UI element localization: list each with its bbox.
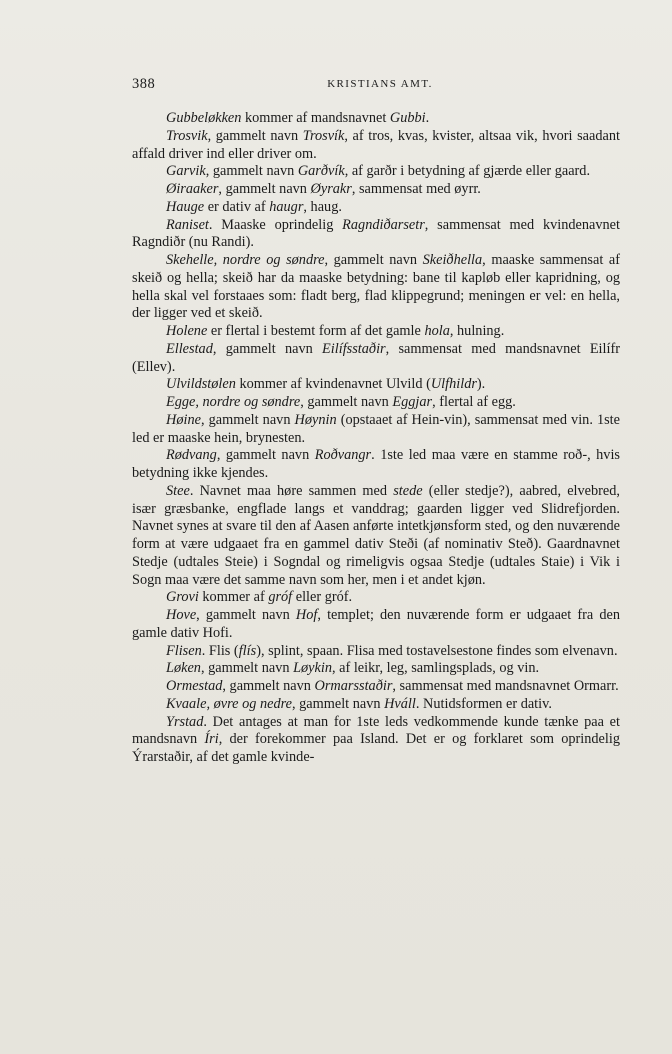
paragraph [132,696,620,714]
entry-text: . Det antages at man for 1ste leds vedkommende kunde tænke paa et mandsnavn [132,713,620,748]
paragraph [132,412,620,448]
entry-text: er flertal i bestemt form af det gamle [207,323,425,339]
entry-text-tail: , af tros, kvas, kvister, altsaa vik, hvori saadant affald driver ind eller driver om. [132,127,620,162]
place-name: Hove [166,607,197,623]
paragraph [132,678,620,696]
paragraph [132,199,620,217]
paragraph [132,643,620,661]
old-form: Øyrakr [310,181,352,197]
paragraph [132,376,620,394]
entry-text-tail: . 1ste led maa være en stamme roð-, hvis betydning ikke kjendes. [132,447,620,481]
entry-text: , gammelt navn [207,127,303,144]
paragraph [132,217,620,253]
page-header [132,76,620,96]
entry-text-tail: , sammensat med mandsnavnet Eilífr (Ellev). [132,340,620,375]
entry-text-tail: , haug. [303,198,342,215]
entry-text-tail: eller gróf. [292,589,353,606]
place-name: Kvaale, øvre og nedre [166,695,292,712]
entry-text: kommer af kvindenavnet Ulvild ( [235,376,431,393]
place-name: Høine [166,411,201,428]
entry-text: , gammelt navn [212,340,323,357]
entry-text-tail: , af leikr, leg, samlingsplads, og vin. [332,660,540,677]
paragraph [132,607,620,643]
entry-text: . Maaske oprindelig [208,216,343,233]
paragraph [132,163,620,181]
entry-text: , gammelt navn [300,394,393,410]
old-form: Roðvangr [314,447,372,464]
running-title: KRISTIANS AMT. [327,78,433,90]
old-form: Ragndiðarsetr [342,216,425,233]
entry-text: , gammelt navn [200,411,295,428]
paragraph [132,394,620,412]
place-name: Garvik [166,163,206,180]
entry-text-tail: , af garðr i betydning af gjærde eller gaard. [344,163,591,180]
entry-text: , gammelt navn [216,447,315,464]
paragraph [132,447,620,483]
old-form: Trosvík [302,127,345,144]
old-form: Ormarsstaðir [314,678,393,694]
place-name: Hauge [166,198,205,215]
old-form: Gubbi [389,110,426,126]
paragraph [132,660,620,678]
entry-text-tail: , sammensat med øyrr. [351,181,481,197]
entry-text-tail: . [425,110,430,126]
place-name: Flisen [166,642,202,659]
entry-text: , gammelt navn [196,607,296,623]
paragraph [132,323,620,341]
entry-text-tail: , flertal af egg. [432,394,516,410]
paragraph [132,128,620,164]
entry-text: er dativ af [204,198,270,215]
place-name: Ulvildstølen [166,376,236,393]
entry-text: , gammelt navn [205,163,298,180]
entry-text: kommer af [198,589,269,606]
place-name: Rødvang [166,447,217,464]
entry-text-tail: ), splint, spaan. Flisa med tostavelsestone findes som elvenavn. [256,642,618,659]
entry-text: , gammelt navn [324,252,423,268]
paragraph [132,110,620,128]
old-form: Eilífsstaðir [322,340,386,357]
old-form: hola [424,323,450,339]
entry-text-tail: (eller stedje?), aabred, elvebred, især græsbanke, engflade langs et vanddrag; gaarden ligger ved Slidrefjorden. Navnet synes at svare til den af Aasen anførte intetkjønsform sted, og den nuværende form at være udgaaet fra en gammel dativ Steði (af nominativ Steð). Gaardnavnet Stedje (udtales Steie) i Sogndal og rimeligvis ogsaa Stedje (udtales Staie) i Vik i Sogn maa være det samme navn som her, men i et andet kjøn. [132,482,620,588]
place-name: Grovi [166,589,199,606]
paragraph [132,181,620,199]
place-name: Stee [166,482,190,499]
paragraph [132,483,620,590]
place-name: Ormestad [166,678,223,694]
old-form: Løykin [293,660,332,677]
entry-text: . Flis ( [201,642,239,659]
place-name: Skehelle, nordre og søndre [166,252,325,268]
place-name: Løken [166,660,201,677]
old-form: flís [238,642,257,659]
paragraph [132,341,620,377]
old-form: Hváll [384,695,416,712]
place-name: Ellestad [166,340,213,357]
old-form: Garðvík [297,163,345,180]
old-form: Íri [204,731,219,748]
paragraph [132,714,620,767]
entry-text-tail: ). [476,376,486,393]
place-name: Gubbeløkken [166,110,242,126]
old-form: stede [393,482,423,499]
entry-text: , gammelt navn [222,678,315,694]
old-form: Høynin [294,411,337,428]
old-form: Skeiðhella [422,252,483,268]
entry-text-tail: , hulning. [449,323,505,339]
entry-text-tail: , sammensat med mandsnavnet Ormarr. [392,678,619,694]
old-form: Ulfhildr [430,376,477,393]
place-name: Yrstad [166,713,204,730]
entry-text: , gammelt navn [218,181,311,197]
body-text [132,110,620,767]
paragraph [132,252,620,323]
entry-text-tail: (opstaaet af Hein-vin), sammensat med vin. 1ste led er maaske hein, brynesten. [132,411,620,446]
place-name: Egge, nordre og søndre [166,394,301,410]
entry-text-tail: , der forekommer paa Island. Det er og forklaret som oprindelig Ýrarstaðir, af det gamle kvinde- [132,731,620,765]
page-number: 388 [132,76,156,92]
entry-text-tail: , sammensat med kvindenavnet Ragndiðr (nu Randi). [132,216,620,251]
old-form: Hof [295,607,318,623]
entry-text: , gammelt navn [291,695,385,712]
place-name: Trosvik [166,127,208,144]
entry-text-tail: , templet; den nuværende form er udgaaet fra den gamle dativ Hofi. [132,607,620,641]
old-form: haugr [269,198,304,215]
entry-text: . Navnet maa høre sammen med [189,482,394,499]
old-form: gróf [268,589,293,606]
entry-text-tail: . Nutidsformen er dativ. [415,695,552,712]
place-name: Øiraaker [166,181,219,197]
old-form: Eggjar [392,394,433,410]
entry-text-tail: , maaske sammensat af skeið og hella; skeið har da maaske betydning: bane til kapløb eller kapridning, og hella skal vel forstaaes som: fladt berg, flad klippegrund; meningen er vel: en hella, der ligger ved et skeið. [132,252,620,322]
paragraph [132,589,620,607]
place-name: Raniset [166,216,209,233]
entry-text: kommer af mandsnavnet [241,110,390,126]
place-name: Holene [166,323,208,339]
entry-text: , gammelt navn [200,660,294,677]
